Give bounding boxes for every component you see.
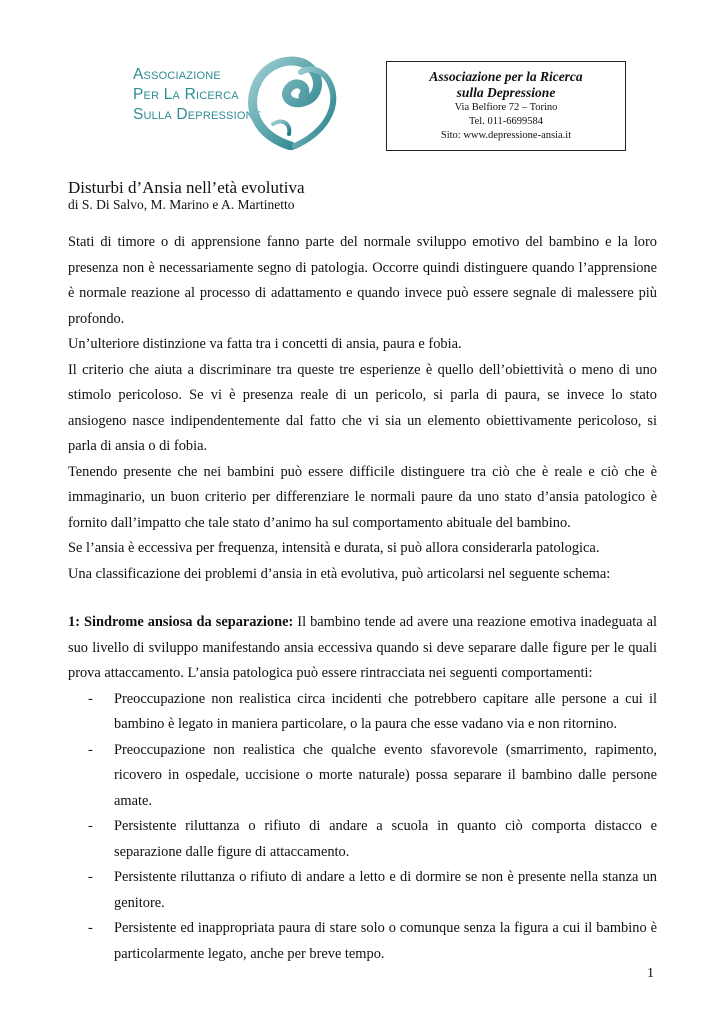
symptom-list: [68, 687, 657, 968]
contact-site: Sito: www.depressione-ansia.it: [440, 130, 572, 141]
paragraph-3: Il criterio che aiuta a discriminare tra queste tre esperienze è quello dell’obiettività o meno di uno stimolo pericoloso. Se vi è presenza reale di un pericolo, si parla di paura, se invece lo stato ansiogeno nasce indipendentemente dal fatto che vi sia un elemento obiettivamente pericoloso, si parla di ansia o di fobia.: [68, 361, 657, 454]
logo-line-1: Associazione: [133, 66, 221, 83]
logo-line-3: Sulla Depressione: [133, 106, 262, 123]
section-1-intro: [68, 610, 657, 687]
document-title: Disturbi d’Ansia nell’età evolutiva: [68, 178, 305, 197]
spacer: [68, 587, 657, 610]
contact-org-line-1: Associazione per la Ricerca: [429, 69, 583, 84]
section-1-text: Il bambino tende ad avere una reazione emotiva inadeguata al suo livello di sviluppo manifestando ansia eccessiva quando si deve separare dalle figure per le quali prova attaccamento. L’ansia patologica può essere rintracciata nei seguenti comportamenti:: [68, 614, 657, 681]
contact-address: Via Belfiore 72 – Torino: [454, 102, 558, 113]
association-logo: [133, 54, 383, 154]
list-item: - Preoccupazione non realistica circa incidenti che potrebbero capitare alle persone a cui il bambino è legato in maniera particolare, o la paura che esse vadano via e non ritornino.: [68, 687, 657, 738]
paragraph-6: Una classificazione dei problemi d’ansia in età evolutiva, può articolarsi nel seguente schema:: [68, 565, 611, 582]
contact-phone: Tel. 011-6699584: [468, 116, 544, 127]
contact-box: [386, 61, 626, 151]
document-authors: di S. Di Salvo, M. Marino e A. Martinetto: [68, 197, 295, 212]
paragraph-1: Stati di timore o di apprensione fanno parte del normale sviluppo emotivo del bambino e la loro presenza non è necessariamente segno di patologia. Occorre quindi distinguere quando l’apprensione è normale reazione al processo di adattamento e quando invece può essere segnale di malessere più profondo.: [68, 234, 657, 327]
list-item: - Persistente ed inappropriata paura di stare solo o comunque senza la figura a cui il bambino è particolarmente legato, anche per breve tempo.: [68, 916, 657, 967]
paragraph-5: Se l’ansia è eccessiva per frequenza, intensità e durata, si può allora considerarla patologica.: [68, 540, 600, 556]
list-item: - Persistente riluttanza o rifiuto di andare a scuola in quanto ciò comporta distacco e separazione dalle figure di attaccamento.: [68, 814, 657, 865]
page-number: 1: [647, 966, 654, 981]
paragraph-4: Tenendo presente che nei bambini può essere difficile distinguere tra ciò che è reale e ciò che è immaginario, un buon criterio per differenziare le normali paure da uno stato d’ansia patologico è fornito dall’impatto che tale stato d’animo ha sul comportamento abituale del bambino.: [68, 463, 657, 531]
heart-swirl-logo-icon: [243, 54, 343, 150]
list-item: - Preoccupazione non realistica che qualche evento sfavorevole (smarrimento, rapimento, ricovero in ospedale, uccisione o morte naturale) possa separare il bambino dalle persone amate.: [68, 738, 657, 815]
logo-line-2: Per La Ricerca: [133, 86, 239, 103]
document-body: [68, 230, 657, 967]
section-1-heading: 1: Sindrome ansiosa da separazione:: [68, 614, 294, 630]
list-item: - Persistente riluttanza o rifiuto di andare a letto e di dormire se non è presente nella stanza un genitore.: [68, 865, 657, 916]
paragraph-2: Un’ulteriore distinzione va fatta tra i concetti di ansia, paura e fobia.: [68, 336, 462, 352]
contact-org-line-2: sulla Depressione: [456, 85, 556, 100]
